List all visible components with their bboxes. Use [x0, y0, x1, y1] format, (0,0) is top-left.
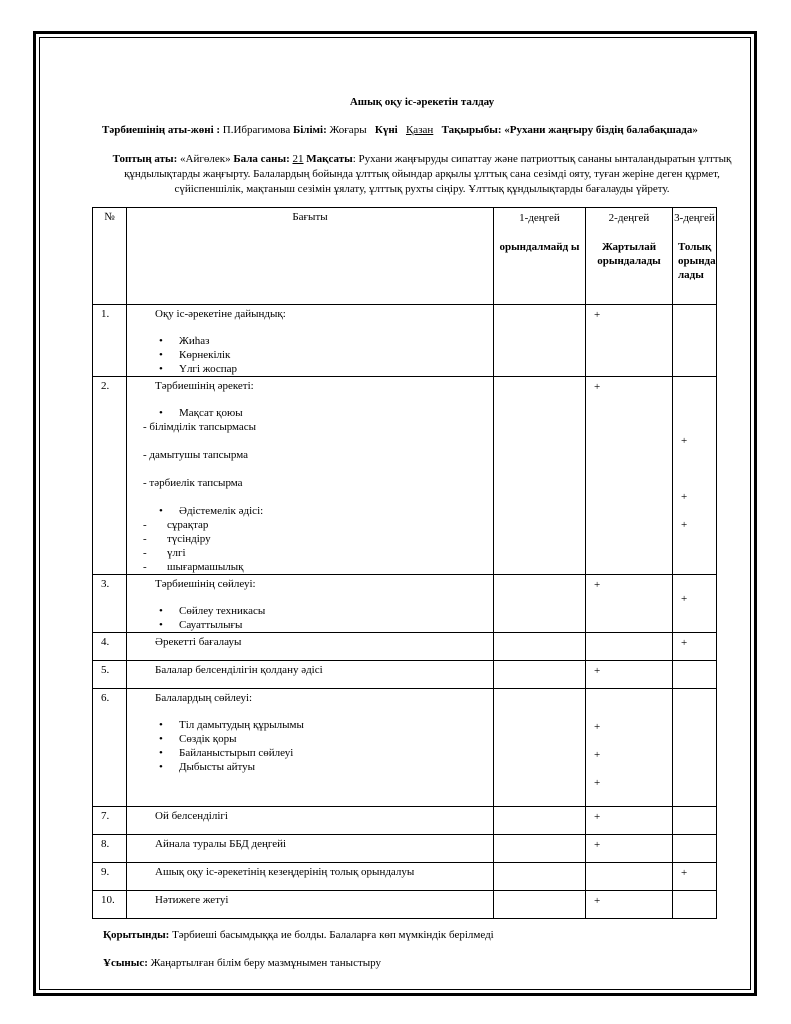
row-number: 5.: [93, 661, 127, 689]
table-row: [93, 807, 717, 835]
row-number: 4.: [93, 633, 127, 661]
list-item: - білімділік тапсырмасы: [143, 421, 257, 433]
list-item: • Сөздік қоры: [155, 732, 489, 746]
level-1-cell: [494, 305, 586, 377]
table-row: [93, 377, 717, 575]
list-item: - шығармашылық: [143, 560, 489, 574]
table-row: [93, 575, 717, 633]
level-2-cell: +: [586, 305, 673, 377]
level-3-mark: +: [681, 491, 688, 503]
teacher-value: П.Ибрагимова: [222, 124, 291, 136]
proposal-text: Жаңартылған білім беру мазмұнымен таныстыру: [147, 957, 382, 969]
header-level-2: [586, 208, 673, 305]
table-header-row: [93, 208, 717, 305]
header-level-2-sub: Жартылай орындалады: [597, 241, 661, 267]
education-value: Жоғары: [329, 124, 367, 136]
level-2-cell: +: [586, 377, 673, 575]
header-level-3-sub: Толық орында лады: [678, 241, 716, 281]
conclusion-text: Тәрбиешi басымдыққа ие болды. Балаларға көп мүмкіндік берілмеді: [169, 929, 494, 941]
row-direction: [127, 305, 494, 377]
group-name-label: Топтың аты:: [112, 153, 178, 165]
level-1-cell: [494, 807, 586, 835]
list-item: • Көрнекілік: [155, 348, 489, 362]
level-3-cell: [673, 661, 717, 689]
list-item: • Мақсат қоюы: [155, 406, 489, 420]
row-bullet-list: [155, 604, 489, 632]
header-level-3: [673, 208, 717, 305]
row-title: Тәрбиешінің әрекеті:: [155, 380, 254, 392]
header-level-1-title: 1-деңгей: [519, 212, 560, 224]
row-direction: Ашық оқу іс-әрекетінің кезеңдерінің толық орындалуы: [127, 863, 494, 891]
header-direction: Бағыты: [127, 208, 494, 305]
level-3-cell: [673, 689, 717, 807]
row-number: 1.: [93, 305, 127, 377]
list-item: • Әдістемелік әдісі:: [155, 504, 489, 518]
list-item: - дамытушы тапсырма: [143, 449, 248, 461]
level-3-mark: +: [681, 593, 688, 605]
row-number: 10.: [93, 891, 127, 919]
level-1-cell: [494, 689, 586, 807]
row-bullet-list: [155, 406, 489, 420]
row-direction: [127, 575, 494, 633]
level-2-cell: +: [586, 807, 673, 835]
level-3-cell: [673, 377, 717, 575]
row-direction: Балалар белсенділігін қолдану әдісі: [127, 661, 494, 689]
level-3-cell: [673, 305, 717, 377]
evaluation-table: [92, 207, 717, 919]
level-1-cell: [494, 575, 586, 633]
group-paragraph: [92, 152, 752, 197]
row-bullet-list: [155, 334, 489, 376]
proposal-label: Ұсыныс:: [103, 957, 148, 969]
table-row: [93, 863, 717, 891]
topic-label: Тақырыбы: «Рухани жаңғыру біздің балабақшада»: [441, 124, 698, 136]
row-number: 9.: [93, 863, 127, 891]
level-1-cell: [494, 661, 586, 689]
child-count-value: 21: [292, 153, 304, 165]
list-item: • Жиһаз: [155, 334, 489, 348]
list-item: • Сөйлеу техникасы: [155, 604, 489, 618]
level-2-mark: +: [594, 777, 601, 789]
education-label: Білімі:: [292, 124, 327, 136]
list-item: • Дыбысты айтуы: [155, 760, 489, 774]
list-item: - сұрақтар: [143, 518, 489, 532]
row-title: Оқу іс-әрекетіне дайындық:: [155, 308, 286, 320]
level-3-cell: +: [673, 863, 717, 891]
teacher-label: Тәрбиешінің аты-жөні :: [102, 124, 221, 136]
document-title: Ашық оқу іс-әрекетін талдау: [349, 96, 495, 108]
level-3-cell: [673, 575, 717, 633]
level-2-cell: +: [586, 891, 673, 919]
table-row: [93, 689, 717, 807]
level-2-cell: +: [586, 835, 673, 863]
table-row: [93, 891, 717, 919]
proposal-line: [103, 957, 381, 969]
row-number: 3.: [93, 575, 127, 633]
row-number: 7.: [93, 807, 127, 835]
level-2-mark: +: [594, 749, 601, 761]
table-row: [93, 835, 717, 863]
row-direction: Ой белсенділігі: [127, 807, 494, 835]
level-2-cell: [586, 633, 673, 661]
header-level-1: [494, 208, 586, 305]
row-number: 6.: [93, 689, 127, 807]
child-count-label: Бала саны:: [233, 153, 290, 165]
level-1-cell: [494, 377, 586, 575]
level-1-cell: [494, 835, 586, 863]
row-direction: [127, 377, 494, 575]
level-3-cell: +: [673, 633, 717, 661]
list-item: • Байланыстырып сөйлеуі: [155, 746, 489, 760]
row-title: Тәрбиешінің сөйлеуі:: [155, 578, 256, 590]
level-3-cell: [673, 807, 717, 835]
level-3-mark: +: [681, 519, 688, 531]
header-number: №: [93, 208, 127, 305]
row-number: 8.: [93, 835, 127, 863]
row-direction: Нәтижеге жетуі: [127, 891, 494, 919]
row-direction: Айнала туралы ББД деңгейі: [127, 835, 494, 863]
row-bullet-list: [155, 718, 489, 774]
header-level-2-title: 2-деңгей: [608, 212, 650, 224]
header-level-1-sub: орындалмайд ы: [499, 241, 580, 253]
level-1-cell: [494, 633, 586, 661]
goal-label: Мақсаты: [306, 153, 353, 165]
goal-text: : Рухани жаңғыруды сипаттау және патриоттық сананы ынталандыратын ұлттық құндылықтарды жаңғырту. Балалардың бойында ұлттық ойындар арқылы ұлттық сана сезімді ояту, туған жеріне деген құрмет, сүйіспеншілік, мақтаныш сезімін ұялату, ұлттық рухты сіңіру. Ұлттық құндылықтарды бағалауды үйрету.: [124, 153, 732, 195]
teacher-line: [102, 124, 762, 136]
conclusion-line: [103, 929, 494, 941]
day-label: Күні: [374, 124, 398, 136]
level-1-cell: [494, 891, 586, 919]
level-2-cell: +: [586, 661, 673, 689]
level-2-cell: [586, 689, 673, 807]
list-item: - үлгі: [143, 546, 489, 560]
list-item: • Сауаттылығы: [155, 618, 489, 632]
table-row: [93, 305, 717, 377]
row-direction: [127, 689, 494, 807]
group-name-value: «Айгөлек»: [180, 153, 231, 165]
conclusion-label: Қорытынды:: [103, 929, 170, 941]
header-level-3-title: 3-деңгей: [674, 212, 715, 224]
list-item: - түсіндіру: [143, 532, 489, 546]
list-item: • Үлгі жоспар: [155, 362, 489, 376]
level-3-mark: +: [681, 435, 688, 447]
list-item: • Тіл дамытудың құрылымы: [155, 718, 489, 732]
level-2-cell: +: [586, 575, 673, 633]
row-bullet-list: [155, 504, 489, 518]
row-direction: Әрекетті бағалауы: [127, 633, 494, 661]
table-row: [93, 661, 717, 689]
level-2-cell: [586, 863, 673, 891]
table-row: [93, 633, 717, 661]
row-dash-list: [155, 518, 489, 574]
level-3-cell: [673, 835, 717, 863]
row-number: 2.: [93, 377, 127, 575]
level-3-cell: [673, 891, 717, 919]
day-value: Қазан: [405, 124, 434, 136]
list-item: - тәрбиелік тапсырма: [143, 477, 243, 489]
level-2-mark: +: [594, 721, 601, 733]
row-title: Балалардың сөйлеуі:: [155, 692, 253, 704]
level-1-cell: [494, 863, 586, 891]
